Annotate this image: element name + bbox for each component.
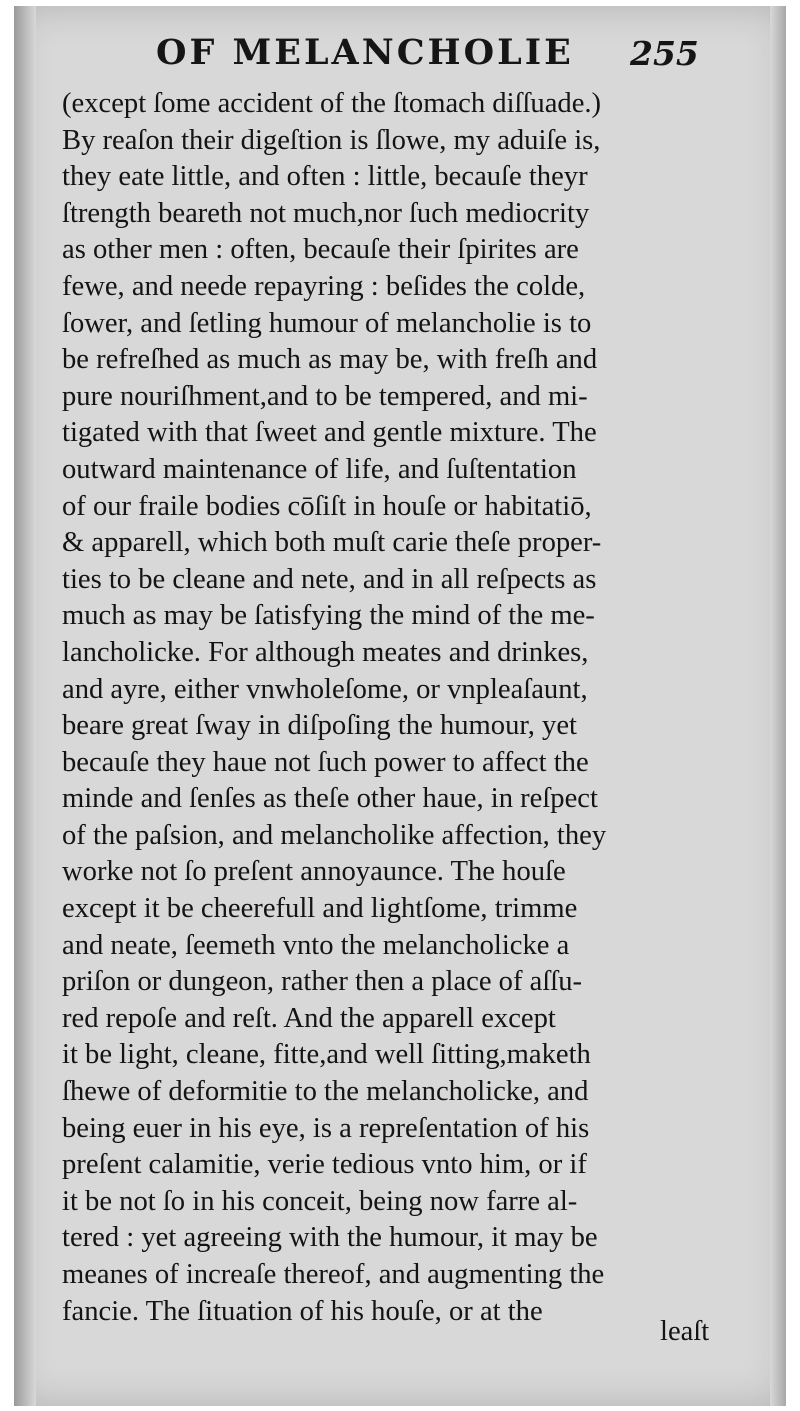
text-line: ties to be cleane and nete, and in all reſpects as <box>62 563 597 595</box>
text-line: lancholicke. For although meates and drinkes, <box>62 636 589 668</box>
text-line: and ayre, either vnwholeſome, or vnpleaſaunt, <box>62 673 588 705</box>
scan-edge-right <box>770 6 786 1406</box>
text-line: tigated with that ſweet and gentle mixture. The <box>62 417 597 449</box>
catchword: leaſt <box>660 1316 710 1347</box>
text-line: of our fraile bodies cōſiſt in houſe or habitatiō, <box>62 490 592 522</box>
text-line: worke not ſo preſent annoyaunce. The houſe <box>62 856 566 888</box>
text-line: outward maintenance of life, and ſuſtentation <box>62 453 577 485</box>
text-line: By reaſon their digeſtion is ſlowe, my aduiſe is, <box>62 124 601 156</box>
book-page <box>14 6 786 1406</box>
text-line: tered : yet agreeing with the humour, it may be <box>62 1222 598 1254</box>
text-line: much as may be ſatisfying the mind of the me- <box>62 600 595 632</box>
text-line: it be light, cleane, fitte,and well ſitting,maketh <box>62 1039 591 1071</box>
text-line: becauſe they haue not ſuch power to affect the <box>62 746 589 778</box>
text-line: except it be cheerefull and lightſome, trimme <box>62 893 578 925</box>
running-head: OF MELANCHOLIE <box>156 32 574 73</box>
text-line: fancie. The ſituation of his houſe, or at the <box>62 1295 543 1327</box>
text-line: as other men : often, becauſe their ſpirites are <box>62 234 579 266</box>
text-line: & apparell, which both muſt carie theſe proper- <box>62 527 602 559</box>
text-line: priſon or dungeon, rather then a place of aſſu- <box>62 966 583 998</box>
text-line: red repoſe and reſt. And the apparell except <box>62 1002 556 1034</box>
page-number: 255 <box>630 34 699 73</box>
body-text <box>62 86 752 1330</box>
text-line: be refreſhed as much as may be, with freſh and <box>62 344 598 376</box>
scan-edge-left <box>14 6 36 1406</box>
text-line: and neate, ſeemeth vnto the melancholicke a <box>62 929 570 961</box>
text-line: minde and ſenſes as theſe other haue, in reſpect <box>62 783 598 815</box>
text-line: of the paſsion, and melancholike affection, they <box>62 819 607 851</box>
text-line: they eate little, and often : little, becauſe theyr <box>62 161 588 193</box>
text-line: pure nouriſhment,and to be tempered, and mi- <box>62 380 588 412</box>
text-line: ſower, and ſetling humour of melancholie is to <box>62 307 592 339</box>
text-line: ſhewe of deformitie to the melancholicke, and <box>62 1076 589 1108</box>
text-line: it be not ſo in his conceit, being now farre al- <box>62 1185 578 1217</box>
text-line: beare great ſway in diſpoſing the humour, yet <box>62 710 577 742</box>
text-line: being euer in his eye, is a repreſentation of his <box>62 1112 590 1144</box>
text-line: ſtrength beareth not much,nor ſuch mediocrity <box>62 197 590 229</box>
text-line: fewe, and neede repayring : beſides the colde, <box>62 270 586 302</box>
text-line: preſent calamitie, verie tedious vnto him, or if <box>62 1149 587 1181</box>
page-header <box>14 28 786 78</box>
text-line: (except ſome accident of the ſtomach diſſuade.) <box>62 88 602 119</box>
text-line: meanes of increaſe thereof, and augmenting the <box>62 1259 605 1290</box>
